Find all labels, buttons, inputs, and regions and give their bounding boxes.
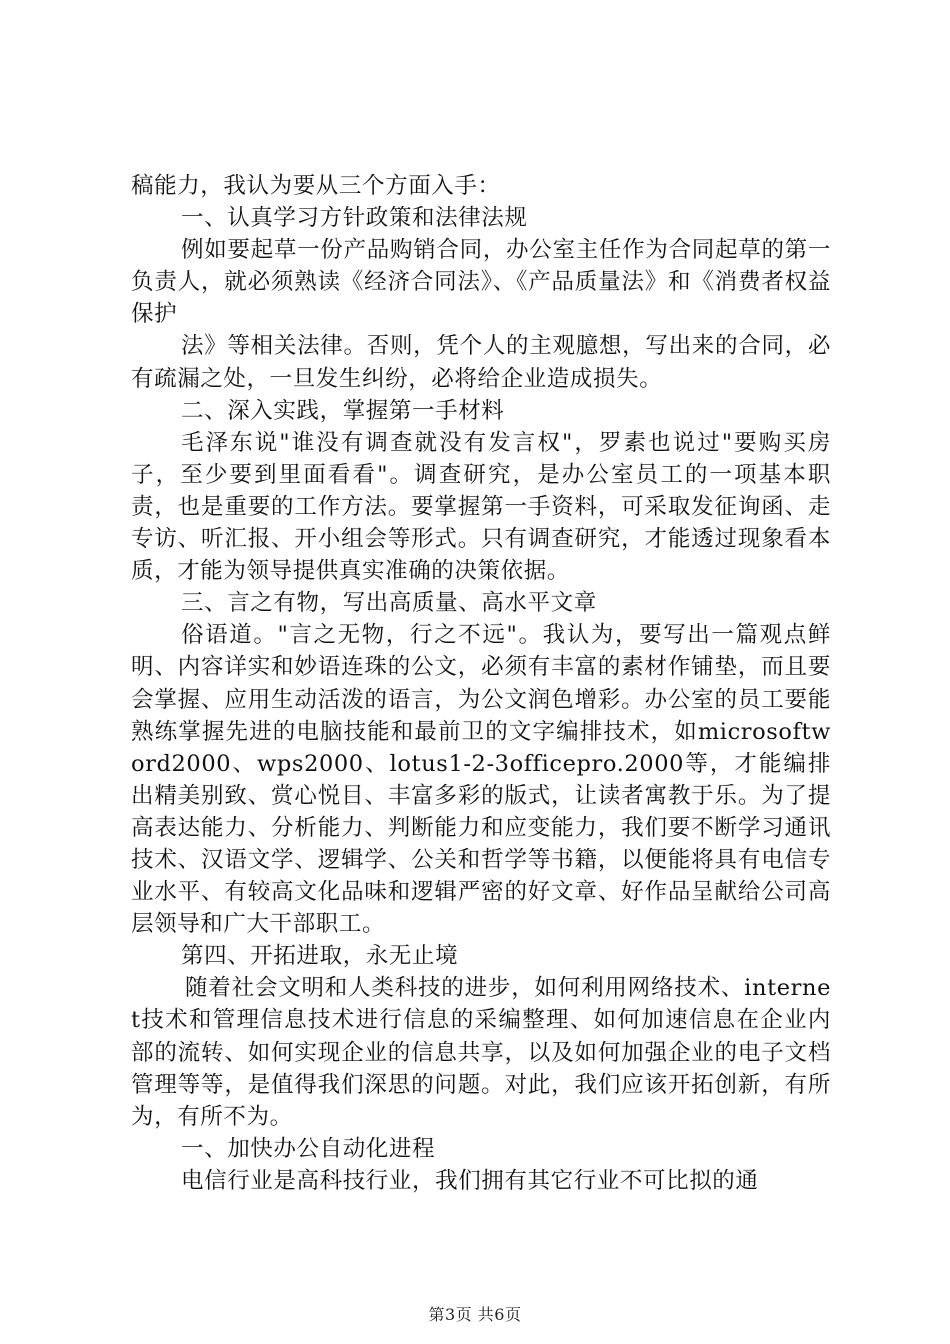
paragraph: 随着社会文明和人类科技的进步，如何利用网络技术、internet技术和管理信息技术进行信息的采编整理、如何加速信息在企业内部的流转、如何实现企业的信息共享，以及如何加强企业的电子文档管理等等，是值得我们深思的问题。对此，我们应该开拓创新，有所为，有所不为。 bbox=[131, 975, 831, 1130]
page-number-footer: 第3页 共6页 bbox=[428, 1305, 522, 1324]
paragraph: 法》等相关法律。否则，凭个人的主观臆想，写出来的合同，必有疏漏之处，一旦发生纠纷，必将给企业造成损失。 bbox=[131, 333, 831, 392]
paragraph: 俗语道。"言之无物，行之不远"。我认为，要写出一篇观点鲜明、内容详实和妙语连珠的公文，必须有丰富的素材作铺垫，而且要会掌握、应用生动活泼的语言，为公文润色增彩。办公室的员工要能熟练掌握先进的电脑技能和最前卫的文字编排技术，如microsoftword2000、wps2000、lotus1-2-3officepro.2000等，才能编排出精美别致、赏心悦目、丰富多彩的版式，让读者寓教于乐。为了提高表达能力、分析能力、判断能力和应变能力，我们要不断学习通讯技术、汉语文学、逻辑学、公关和哲学等书籍，以便能将具有电信专业水平、有较高文化品味和逻辑严密的好文章、好作品呈献给公司高层领导和广大干部职工。 bbox=[131, 622, 831, 938]
document-body bbox=[131, 170, 831, 1197]
paragraph: 毛泽东说"谁没有调查就没有发言权"，罗素也说过"要购买房子，至少要到里面看看"。调查研究，是办公室员工的一项基本职责，也是重要的工作方法。要掌握第一手资料，可采取发征询函、走专访、听汇报、开小组会等形式。只有调查研究，才能透过现象看本质，才能为领导提供真实准确的决策依据。 bbox=[131, 429, 831, 585]
section-heading: 一、加快办公自动化进程 bbox=[181, 1135, 436, 1162]
section-heading: 一、认真学习方针政策和法律法规 bbox=[181, 205, 528, 232]
paragraph: 例如要起草一份产品购销合同，办公室主任作为合同起草的第一负责人，就必须熟读《经济合同法》、《产品质量法》和《消费者权益保护 bbox=[131, 237, 831, 328]
section-heading: 第四、开拓进取，永无止境 bbox=[181, 943, 459, 970]
section-heading: 二、深入实践，掌握第一手材料 bbox=[181, 397, 505, 424]
section-heading: 三、言之有物，写出高质量、高水平文章 bbox=[181, 590, 597, 617]
paragraph: 电信行业是高科技行业，我们拥有其它行业不可比拟的通 bbox=[181, 1167, 759, 1194]
paragraph-continuation: 稿能力，我认为要从三个方面入手： bbox=[131, 173, 501, 199]
